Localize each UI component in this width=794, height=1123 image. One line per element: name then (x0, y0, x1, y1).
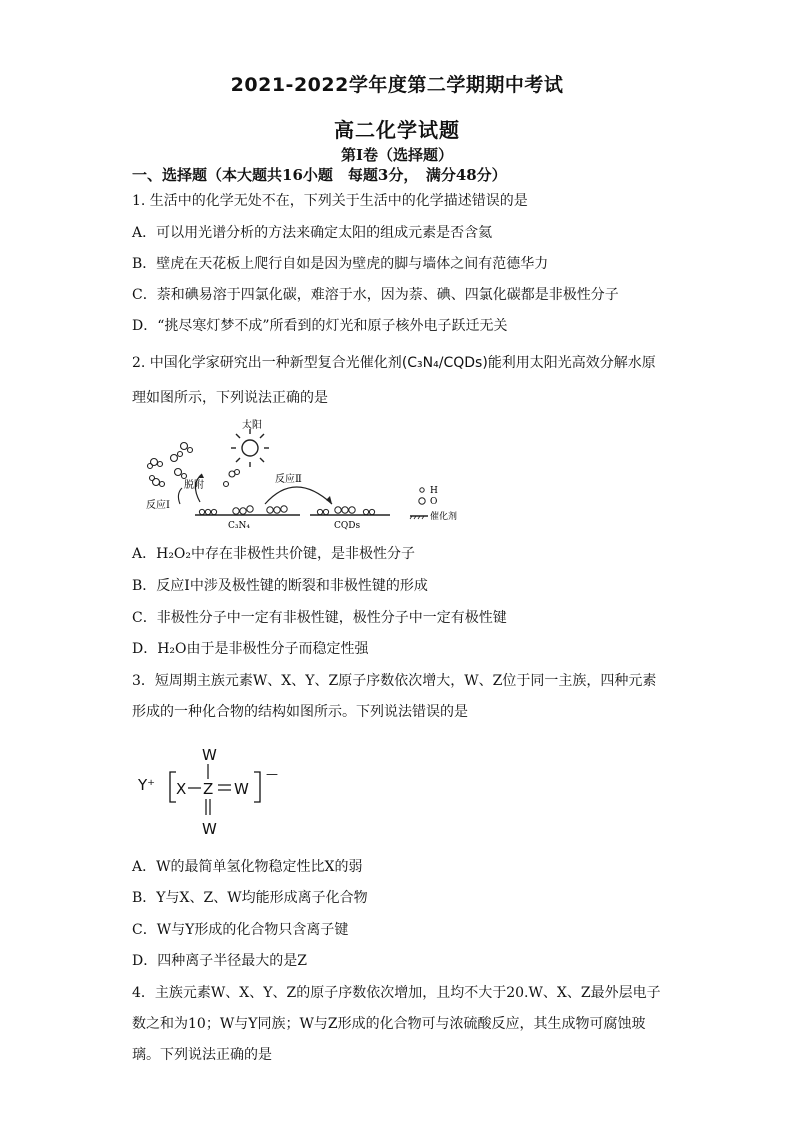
catalyst-surface-cqds (317, 507, 374, 515)
cqds-label: CQDs (334, 521, 361, 530)
q2-stem-end: 能利用太阳光高效分解水原 (487, 355, 656, 371)
q2-stem-cont: 理如图所示，下列说法正确的是 (132, 390, 328, 406)
water-splitting-diagram (140, 418, 640, 530)
q3-option-d: D．四种离子半径最大的是Z (132, 953, 307, 969)
legend-h-label: H (430, 486, 438, 496)
q3-option-b: B．Y与X、Z、W均能形成离子化合物 (132, 890, 368, 906)
legend-o-label: O (430, 497, 438, 507)
q1-stem: 1. 生活中的化学无处不在，下列关于生活中的化学描述错误的是 (132, 193, 528, 209)
legend-o-icon (419, 498, 425, 504)
legend-catalyst-label: 催化剂 (430, 512, 458, 522)
subject-title: 高二化学试题 (334, 118, 460, 142)
reaction-2-label: 反应Ⅱ (275, 474, 302, 485)
q1-option-d: D．“挑尽寒灯梦不成”所看到的灯光和原子核外电子跃迁无关 (132, 318, 508, 334)
structure-diagram (130, 742, 300, 838)
sun-icon (231, 429, 269, 467)
q2-option-c: C．非极性分子中一定有非极性键，极性分子中一定有极性键 (132, 610, 507, 626)
structure-x: X (176, 780, 187, 798)
structure-bottom-w: W (202, 820, 217, 838)
legend-h-icon (420, 488, 424, 492)
reaction-1-label: 反应Ⅰ (146, 500, 170, 511)
exam-title: 2021-2022学年度第二学期期中考试 (230, 74, 564, 96)
structure-z: Z (203, 780, 214, 798)
sun-label: 太阳 (242, 420, 262, 431)
q2-option-a: A．H₂O₂中存在非极性共价键，是非极性分子 (132, 546, 416, 562)
q1-option-b: B．壁虎在天花板上爬行自如是因为壁虎的脚与墙体之间有范德华力 (132, 256, 549, 272)
q4-stem-line-3: 璃。下列说法正确的是 (132, 1047, 272, 1063)
volume-title: 第I卷（选择题） (340, 146, 454, 164)
q3-stem-cont: 形成的一种化合物的结构如图所示。下列说法错误的是 (132, 704, 468, 720)
q3-option-c: C．W与Y形成的化合物只含离子键 (132, 922, 349, 938)
q2-stem (132, 354, 656, 372)
structure-top-w: W (202, 746, 217, 764)
q3-stem: 3．短周期主族元素W、X、Y、Z原子序数依次增大，W、Z位于同一主族，四种元素 (132, 673, 657, 689)
catalyst-surface-c3n4 (199, 506, 287, 515)
q2-stem-start: 2. 中国化学家研究出一种新型复合光催化剂 (132, 355, 402, 371)
structure-charge: — (266, 767, 278, 781)
q1-option-a: A．可以用光谱分析的方法来确定太阳的组成元素是否含氦 (132, 225, 493, 241)
q2-option-b: B．反应Ⅰ中涉及极性键的断裂和非极性键的形成 (132, 578, 428, 594)
q3-option-a: A．W的最简单氢化物稳定性比X的弱 (132, 859, 363, 875)
section-heading: 一、选择题（本大题共16小题 每题3分， 满分48分） (132, 166, 507, 184)
desorb-label: 脱附 (184, 480, 204, 491)
q2-option-d: D．H₂O由于是非极性分子而稳定性强 (132, 641, 369, 657)
q1-option-c: C．萘和碘易溶于四氯化碳，难溶于水，因为萘、碘、四氯化碳都是非极性分子 (132, 287, 619, 303)
catalyst-formula: (C₃N₄/CQDs) (401, 355, 488, 371)
q4-stem-line-2: 数之和为10；W与Y同族；W与Z形成的化合物可与浓硫酸反应，其生成物可腐蚀玻 (132, 1016, 646, 1032)
c3n4-label: C₃N₄ (228, 521, 250, 530)
structure-cation: Y⁺ (138, 776, 156, 794)
q4-stem-line-1: 4．主族元素W、X、Y、Z的原子序数依次增加，且均不大于20.W、X、Z最外层电子 (132, 985, 661, 1001)
structure-right-w: W (234, 780, 249, 798)
